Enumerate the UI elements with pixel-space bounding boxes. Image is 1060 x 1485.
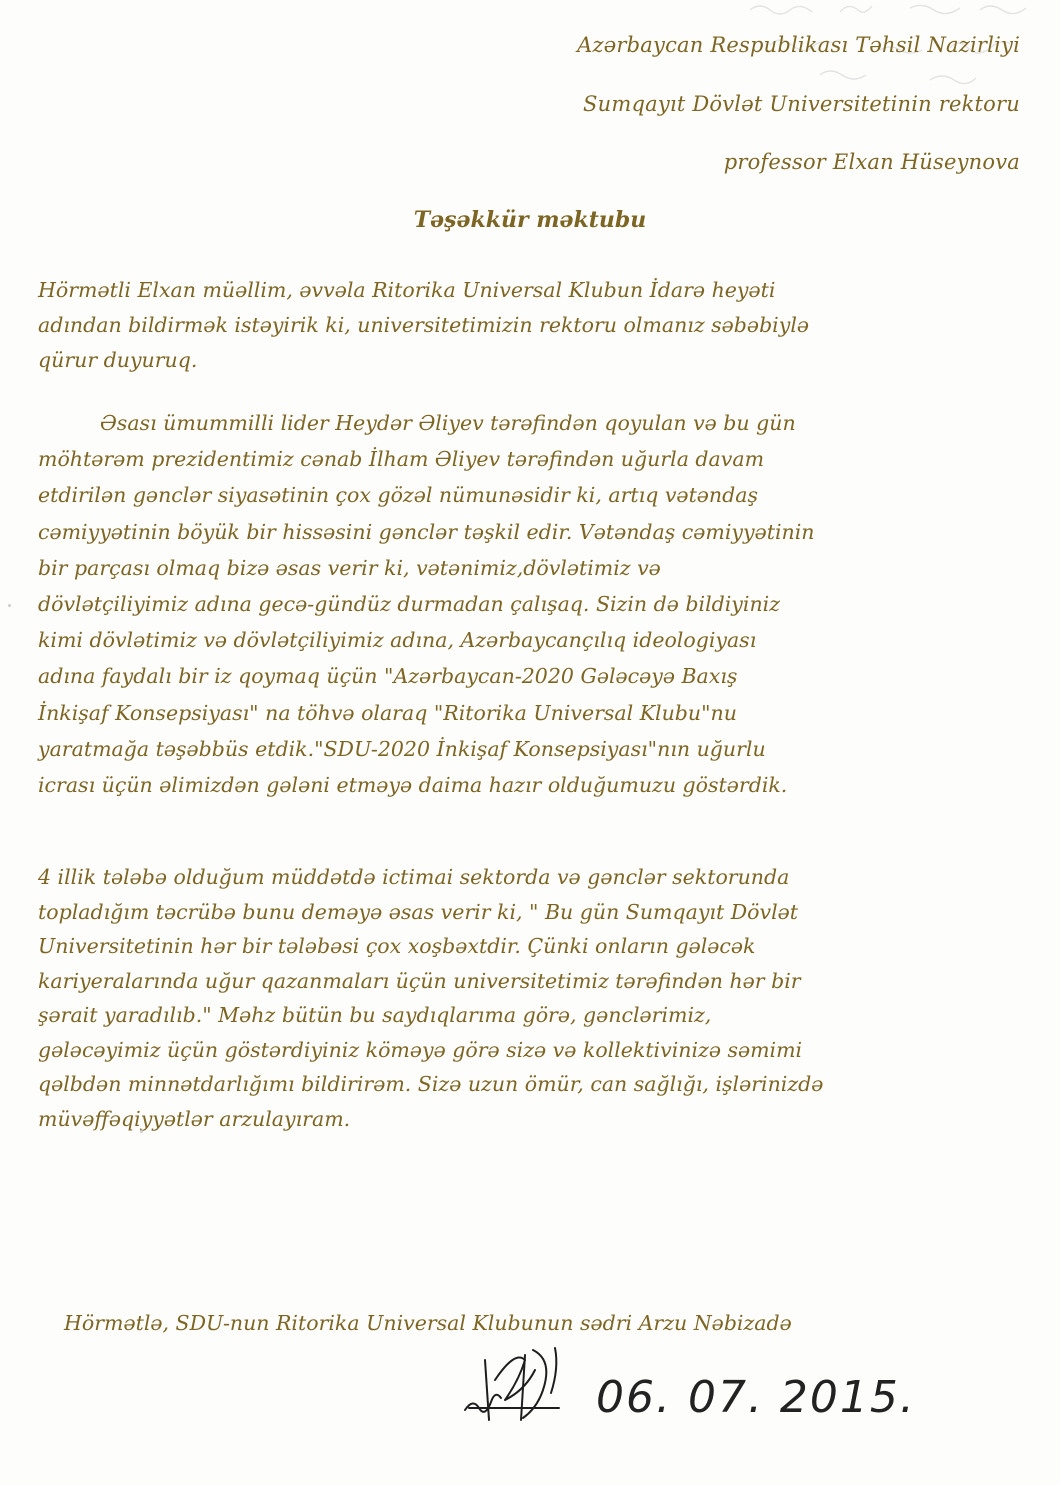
paragraph-line: adına faydalı bir iz qoymaq üçün "Azərbaycan-2020 Gələcəyə Baxış [38, 664, 738, 689]
recipient-line-ministry: Azərbaycan Respublikası Təhsil Nazirliyi [577, 33, 1020, 57]
paragraph-line: etdirilən gənclər siyasətinin çox gözəl nümunəsidir ki, artıq vətəndaş [38, 483, 759, 508]
paragraph-line: kariyeralarında uğur qazanmaları üçün universitetimiz tərəfindən hər bir [38, 968, 801, 993]
paragraph-line: Universitetinin hər bir tələbəsi çox xoşbəxtdir. Çünki onların gələcək [38, 934, 756, 958]
paragraph-line: Hörmətli Elxan müəllim, əvvəla Ritorika Universal Klubun İdarə heyəti [38, 278, 776, 302]
paragraph-line: gələcəyimiz üçün göstərdiyiniz köməyə görə sizə və kollektivinizə səmimi [38, 1037, 803, 1062]
paragraph-greeting [38, 273, 1023, 378]
handwritten-date: 06. 07. 2015. [596, 1372, 916, 1423]
paragraph-line: dövlətçiliyimiz adına gecə-gündüz durmadan çalışaq. Sizin də bildiyiniz [38, 592, 781, 617]
paragraph-line: qürur duyuruq. [38, 348, 198, 372]
paragraph-line: İnkişaf Konsepsiyası" na töhvə olaraq "Ritorika Universal Klubu"nu [38, 700, 737, 725]
paragraph-line: yaratmağa təşəbbüs etdik."SDU-2020 İnkişaf Konsepsiyası"nın uğurlu [38, 736, 766, 761]
paper-speck [8, 604, 11, 607]
paragraph-line: Əsası ümummilli lider Heydər Əliyev tərəfindən qoyulan və bu gün [100, 411, 796, 435]
paragraph-line: 4 illik tələbə olduğum müddətdə ictimai sektorda və gənclər sektorunda [38, 865, 790, 889]
paper-speck [140, 1130, 143, 1133]
paragraph-line: bir parçası olmaq bizə əsas verir ki, vətənimiz,dövlətimiz və [38, 555, 661, 580]
paragraph-line: qəlbdən minnətdarlığımı bildirirəm. Sizə uzun ömür, can sağlığı, işlərinizdə [38, 1072, 824, 1096]
paragraph-line: kimi dövlətimiz və dövlətçiliyimiz adına, Azərbaycançılıq ideologiyası [38, 628, 757, 653]
recipient-line-rector-name: professor Elxan Hüseynova [723, 150, 1020, 174]
paragraph-closing-thanks [38, 860, 1023, 1136]
recipient-line-rector-title: Sumqayıt Dövlət Universitetinin rektoru [583, 92, 1020, 116]
paragraph-body [38, 405, 1023, 803]
handwritten-signature [455, 1340, 575, 1430]
closing-signature-line: Hörmətlə, SDU-nun Ritorika Universal Klubunun sədri Arzu Nəbizadə [64, 1311, 792, 1335]
paragraph-line: adından bildirmək istəyirik ki, universitetimizin rektoru olmanız səbəbiylə [38, 313, 810, 337]
paragraph-line: müvəffəqiyyətlər arzulayıram. [38, 1106, 351, 1131]
paragraph-line: cəmiyyətinin böyük bir hissəsini gənclər təşkil edir. Vətəndaş cəmiyyətinin [38, 519, 815, 544]
paragraph-line: icrası üçün əlimizdən gələni etməyə daima hazır olduğumuzu göstərdik. [38, 773, 788, 798]
paragraph-line: möhtərəm prezidentimiz cənab İlham Əliyev tərəfindən uğurla davam [38, 447, 765, 472]
paragraph-line: topladığım təcrübə bunu deməyə əsas verir ki, " Bu gün Sumqayıt Dövlət [38, 899, 799, 924]
letter-title: Təşəkkür məktubu [413, 207, 647, 233]
paragraph-line: şərait yaradılıb." Məhz bütün bu saydıqlarıma görə, gənclərimiz, [38, 1003, 712, 1027]
